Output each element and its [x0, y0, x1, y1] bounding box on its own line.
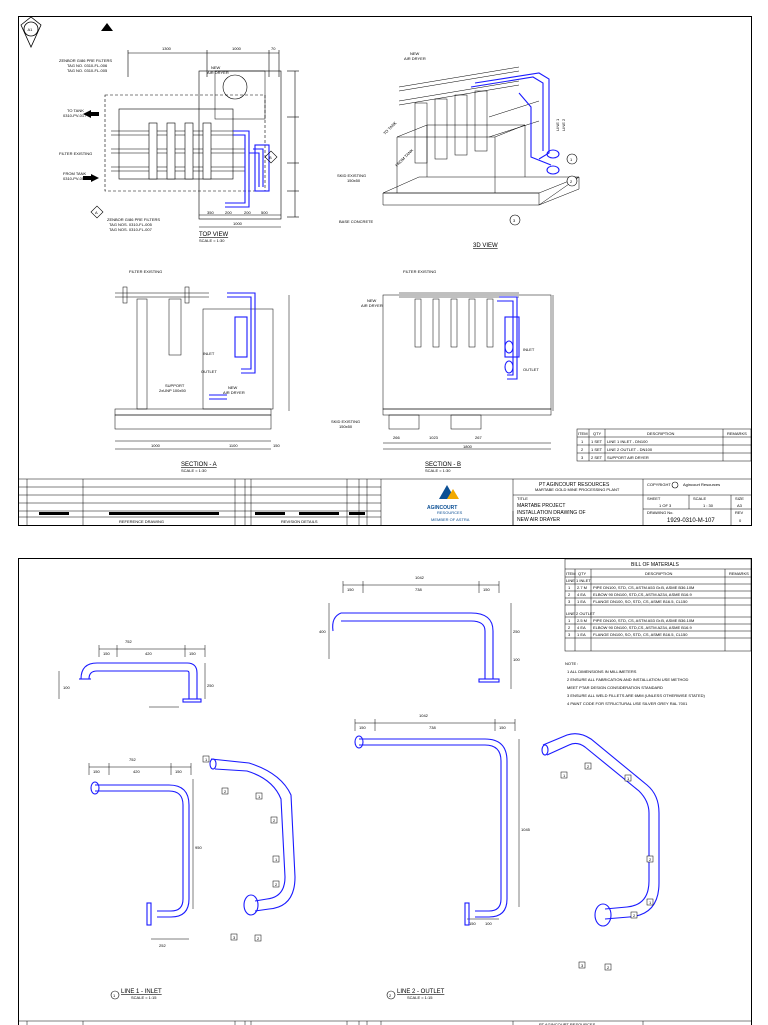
- sheet2-footer-grid: [19, 1021, 751, 1025]
- bom-small-r1-qty: 1 SET: [591, 439, 603, 444]
- tv-dim-6: 200: [244, 210, 251, 215]
- line2-iso-pipe: [542, 734, 659, 926]
- sb-skid-size: 150x50: [339, 424, 353, 429]
- copyright-icon: [672, 482, 678, 488]
- tb-company-sub: MARTABE GOLD MINE PROCESSING PLANT: [535, 487, 620, 492]
- tv-dim-3: 70: [271, 46, 276, 51]
- drawing-sheet-1: [18, 16, 752, 526]
- logo-sub: RESOURCES: [437, 510, 463, 515]
- bom-small-h-qty: QTY: [593, 431, 602, 436]
- l2-iso-item-1: 1: [563, 773, 566, 778]
- bom-small-r3-desc: SUPPORT AIR DRYER: [607, 455, 649, 460]
- l1-iso-item-8: 2: [257, 936, 260, 941]
- line1-title: LINE 1 - INLET: [121, 989, 162, 995]
- tb-sheet-label: SHEET: [647, 496, 661, 501]
- sa-filter-existing: FILTER EXISTING: [129, 269, 163, 274]
- section-b-title: SECTION - B: [425, 462, 462, 468]
- tv-dim-1: 1300: [162, 46, 171, 51]
- tb-scale-value: 1 : 30: [703, 503, 714, 508]
- l1-iso-item-2: 2: [224, 789, 227, 794]
- 3d-line-inlet: LINE 1: [555, 118, 560, 131]
- bom-g2-r2-desc: ELBOW 90 DN100, STD,CS, ASTM A234, ASME B16.9: [593, 625, 692, 630]
- bom-h-desc: DESCRIPTION: [645, 571, 673, 576]
- 3d-item-1: 1: [570, 157, 573, 162]
- 3d-new-air-dryer-2: AIR DRYER: [404, 56, 426, 61]
- tv-dim-2: 1000: [232, 46, 241, 51]
- line2-scale: SCALE = 1:15: [407, 995, 433, 1000]
- l2-plan-dim-2: 738: [429, 725, 436, 730]
- tb-drawing-no: 1929-0310-M-107: [667, 518, 715, 524]
- tv-prefilters-bottom: ZENBOR G/86 PRE FILTERS: [107, 217, 161, 222]
- l1-plan-dim-bottom: 252: [159, 943, 166, 948]
- sb-dim-1: 266: [393, 435, 400, 440]
- top-view-new-pipes: [225, 131, 269, 207]
- sa-new-air-dryer-2: AIR DRYER: [223, 390, 245, 395]
- bom-g1-r1-desc: PIPE DN100, STD, CS, ASTM A53 Gr.B, ASME B36.10M: [593, 585, 695, 590]
- sb-filter-existing: FILTER EXISTING: [403, 269, 437, 274]
- tv-new-air-dryer-2: AIR DRYER: [207, 70, 229, 75]
- bom-g2-r1-qty: 2.5 M: [577, 618, 588, 623]
- line2-marker: 2: [389, 993, 392, 998]
- bom-small-h-desc: DESCRIPTION: [647, 431, 675, 436]
- section-a-scale: SCALE = 1:30: [181, 468, 207, 473]
- sa-dim-1: 1000: [151, 443, 160, 448]
- 3d-base-concrete: BASE CONCRETE: [339, 219, 374, 224]
- bom-h-rem: REMARKS: [729, 571, 749, 576]
- agincourt-logo: [439, 485, 459, 499]
- l1-iso-item-4: 2: [273, 818, 276, 823]
- l1-plan-dim-vert: 950: [195, 845, 202, 850]
- bom-g1-r3-desc: FLANGE DN100, SO, STD, CS, ASME B16.5, CL150: [593, 599, 688, 604]
- sa-support-size: 2xUNP 100x50: [159, 388, 186, 393]
- tv-filter-existing: FILTER EXISTING: [59, 151, 93, 156]
- bom-small-r3-item: 3: [581, 455, 584, 460]
- l2-elev-dim-3: 150: [483, 587, 490, 592]
- l2-elev-dim-v1: 400: [319, 629, 326, 634]
- note-3: 3 ENSURE ALL WELD FILLETS ARE 6MM (UNLESS OTHERWISE STATED): [567, 693, 705, 698]
- top-view: [105, 50, 299, 227]
- tb-rev-value: 0: [739, 518, 742, 523]
- section-b-marker: B: [269, 155, 272, 160]
- bom-g1-r2-qty: 4 EA: [577, 592, 586, 597]
- logo-tag: MEMBER OF ASTRA: [431, 517, 470, 522]
- view-3d-new-pipes: [471, 73, 559, 174]
- tb-drawing-no-label: DRAWING No.: [647, 510, 674, 515]
- bom-g1-r3-qty: 1 EA: [577, 599, 586, 604]
- tb-ref-drawing: REFERENCE DRAWING: [119, 519, 164, 524]
- bom-g1-r1-qty: 2.7 M: [577, 585, 588, 590]
- l2-plan-dim-1: 150: [359, 725, 366, 730]
- bom-small-r2-desc: LINE 2 OUTLET - DN100: [607, 447, 653, 452]
- north-marker-label: A1: [27, 27, 33, 32]
- section-b-scale: SCALE = 1:30: [425, 468, 451, 473]
- l2-iso-item-8: 2: [607, 965, 610, 970]
- l2-iso-item-7: 3: [581, 963, 584, 968]
- tb-title2: INSTALLATION DRAWING OF: [517, 510, 586, 516]
- view-3d: [383, 67, 579, 205]
- 3d-line-outlet: LINE 2: [561, 118, 566, 131]
- tb-company: PT AGINCOURT RESOURCES: [539, 482, 610, 488]
- l2-plan-dim-bottom-2: 100: [485, 921, 492, 926]
- l2-plan-dim-vert: 1045: [521, 827, 530, 832]
- title-block-dark-bars: [39, 512, 365, 515]
- l1-iso-item-7: 3: [233, 935, 236, 940]
- line1-plan-pipe: [91, 782, 189, 925]
- 3d-view-title: 3D VIEW: [473, 243, 498, 249]
- tv-from-tank-tag: 0310-PV-003: [63, 176, 87, 181]
- line1-iso-pipe: [210, 759, 295, 915]
- 3d-new-air-dryer: NEW: [410, 51, 420, 56]
- sa-new-air-dryer: NEW: [228, 385, 238, 390]
- l1-plan-dim-3: 150: [175, 769, 182, 774]
- bom-small-r1-item: 1: [581, 439, 584, 444]
- l2-iso-item-5: 1: [649, 900, 652, 905]
- view-3d-markers: [510, 154, 577, 225]
- l1-plan-dim-1: 150: [93, 769, 100, 774]
- tv-tag-top1: TAG NO. 0310-FL-006: [67, 63, 108, 68]
- l2-iso-item-4: 2: [649, 857, 652, 862]
- l2-elev-dim-v3: 100: [513, 657, 520, 662]
- sb-dim-2: 1023: [429, 435, 438, 440]
- tv-to-tank-tag: 0310-PV-017: [63, 113, 87, 118]
- l1-iso-item-1: 1: [205, 757, 208, 762]
- note-4: 4 PAINT CODE FOR STRUCTURAL USE SILVER GREY RAL 7001: [567, 701, 688, 706]
- 3d-to-tank: TO TANK: [382, 120, 398, 136]
- l2-iso-item-3: 1: [627, 776, 630, 781]
- l2-plan-dim-bottom-1: 150: [469, 921, 476, 926]
- l1-elev-dim-v1: 100: [63, 685, 70, 690]
- tb-size-label: SIZE: [735, 496, 744, 501]
- bom-g1-r2-item: 2: [568, 592, 571, 597]
- bom-g2-r2-qty: 4 EA: [577, 625, 586, 630]
- section-a-marker: A: [95, 210, 98, 215]
- sb-inlet: INLET: [523, 347, 535, 352]
- bom-small-r3-qty: 2 SET: [591, 455, 603, 460]
- bom-g2-r3-qty: 1 EA: [577, 632, 586, 637]
- top-view-scale: SCALE = 1:30: [199, 238, 225, 243]
- sb-dim-3: 267: [475, 435, 482, 440]
- l1-elev-dim-2: 420: [145, 651, 152, 656]
- sa-outlet: OUTLET: [201, 369, 217, 374]
- tb-copyright-holder: Agincourt Resources: [683, 482, 721, 487]
- bom-g2-r2-item: 2: [568, 625, 571, 630]
- bom-h-qty: QTY: [578, 571, 587, 576]
- line2-plan: [355, 719, 519, 919]
- l1-plan-dim-2: 420: [133, 769, 140, 774]
- note-1: 1 ALL DIMENSIONS IN MILLIMETERS: [567, 669, 637, 674]
- l1-elev-dim-1: 150: [103, 651, 110, 656]
- bom-small-h-item: ITEM: [578, 431, 588, 436]
- bom-group1: LINE 1 INLET: [566, 578, 591, 583]
- line2-elevation: [329, 581, 511, 689]
- sa-inlet: INLET: [203, 351, 215, 356]
- l1-plan-dim-overall: 752: [129, 757, 136, 762]
- top-view-title: TOP VIEW: [199, 232, 229, 238]
- sb-dim-4: 1800: [463, 444, 472, 449]
- bom-g1-r1-item: 1: [568, 585, 571, 590]
- section-b-new-pipes: [497, 297, 519, 379]
- logo-name: AGINCOURT: [427, 505, 458, 511]
- bom-g2-r3-item: 3: [568, 632, 571, 637]
- bom-small-h-rem: REMARKS: [727, 431, 747, 436]
- drawing-sheet-2: [18, 558, 752, 1025]
- l1-elev-dim-v2: 250: [207, 683, 214, 688]
- 3d-item-2: 2: [570, 179, 573, 184]
- sb-new-air-dryer: NEW: [367, 298, 377, 303]
- line1-elevation-pipe: [79, 663, 201, 702]
- note-2: 2 ENSURE ALL FABRICATION AND INSTALLATION USE METHOD: [567, 677, 689, 682]
- l1-iso-item-5: 1: [275, 857, 278, 862]
- tb-size-value: A3: [737, 503, 742, 508]
- bom-group2: LINE 2 OUTLET: [566, 611, 596, 616]
- l2-elev-dim-2: 738: [415, 587, 422, 592]
- bom-g2-r1-desc: PIPE DN100, STD, CS, ASTM A53 Gr.B, ASME B36.10M: [593, 618, 695, 623]
- tb-copyright-label: COPYRIGHT: [647, 482, 671, 487]
- tb-scale-label: SCALE: [693, 496, 707, 501]
- sb-skid-existing: SKID EXISTING: [331, 419, 361, 424]
- top-view-filter-pipes: [111, 123, 245, 179]
- sa-dim-3: 150: [273, 443, 280, 448]
- bom-small-r2-qty: 1 SET: [591, 447, 603, 452]
- l1-elev-dim-overall: 752: [125, 639, 132, 644]
- l2-iso-item-2: 2: [587, 764, 590, 769]
- tb-sheet-value: 1 OF 3: [659, 503, 672, 508]
- tv-dim-overall: 1000: [233, 221, 242, 226]
- 3d-skid-existing: SKID EXISTING: [337, 173, 367, 178]
- section-a: [115, 287, 289, 449]
- line1-marker: 1: [113, 993, 116, 998]
- sheet2-graphics: [19, 559, 751, 1025]
- bom-g2-r3-desc: FLANGE DN100, SO, STD, CS, ASME B16.5, CL150: [593, 632, 688, 637]
- tb-title3: NEW AIR DRAYER: [517, 517, 560, 523]
- l1-elev-dim-3: 150: [189, 651, 196, 656]
- tv-new-air-dryer: NEW: [211, 65, 221, 70]
- l1-iso-item-3: 1: [258, 794, 261, 799]
- bom-small-r2-item: 2: [581, 447, 584, 452]
- sb-outlet: OUTLET: [523, 367, 539, 372]
- section-a-title: SECTION - A: [181, 462, 217, 468]
- line1-iso-tags: [203, 756, 279, 941]
- tv-from-tank: FROM TANK: [63, 171, 87, 176]
- bom-g1-r2-desc: ELBOW 90 DN100, STD,CS, ASTM A234, ASME B16.9: [593, 592, 692, 597]
- north-marker: [21, 17, 41, 47]
- l2-iso-item-6: 2: [633, 913, 636, 918]
- l2-elev-dim-v2: 250: [513, 629, 520, 634]
- l2-plan-dim-3: 150: [499, 725, 506, 730]
- bom-small-r1-desc: LINE 1 INLET - DN100: [607, 439, 648, 444]
- tv-tag-bot2: TAG NOS. 0310-FL-007: [109, 227, 152, 232]
- notes-title: NOTE :: [565, 661, 579, 666]
- tv-to-tank: TO TANK: [67, 108, 84, 113]
- line2-iso-tags: [561, 763, 653, 970]
- note-2b: MEET PTAR DESIGN CONSIDERATION STANDARD: [567, 685, 663, 690]
- line2-plan-pipe: [355, 736, 507, 925]
- l2-elev-dim-1: 150: [347, 587, 354, 592]
- tv-dim-4: 350: [207, 210, 214, 215]
- tv-dim-7: 500: [261, 210, 268, 215]
- sheet2-footer-company: PT AGINCOURT RESOURCES: [539, 1022, 596, 1025]
- line2-title: LINE 2 - OUTLET: [397, 989, 445, 995]
- tb-rev-label: REV: [735, 510, 744, 515]
- line1-scale: SCALE = 1:15: [131, 995, 157, 1000]
- tv-tag-top2: TAG NO. 0310-FL-005: [67, 68, 108, 73]
- l1-iso-item-6: 2: [275, 882, 278, 887]
- tb-title-label: TITLE: [517, 496, 528, 501]
- line2-elevation-pipe: [333, 613, 499, 682]
- 3d-item-3: 3: [513, 218, 516, 223]
- line1-plan: [89, 763, 193, 939]
- tv-prefilters-top: ZENBOR G/86 PRE FILTERS: [59, 58, 113, 63]
- sa-support: SUPPORT: [165, 383, 185, 388]
- l2-plan-dim-overall: 1042: [419, 713, 428, 718]
- bom-h-item: ITEM: [566, 571, 576, 576]
- sb-new-air-dryer-2: AIR DRYER: [361, 303, 383, 308]
- l2-elev-dim-overall: 1042: [415, 575, 424, 580]
- 3d-from-tank: FROM TANK: [394, 147, 415, 168]
- tb-title1: MARTABE PROJECT: [517, 503, 566, 509]
- sa-dim-2: 1100: [229, 443, 238, 448]
- sheet1-graphics: [19, 17, 751, 525]
- bom-g1-r3-item: 3: [568, 599, 571, 604]
- tv-dim-5: 200: [225, 210, 232, 215]
- tb-revisions: REVISION DETAILS: [281, 519, 318, 524]
- bom-g2-r1-item: 1: [568, 618, 571, 623]
- 3d-skid-size: 150x50: [347, 178, 361, 183]
- tv-tag-bot1: TAG NOS. 0310-FL-005: [109, 222, 152, 227]
- bom-title: BILL OF MATERIALS: [631, 562, 679, 568]
